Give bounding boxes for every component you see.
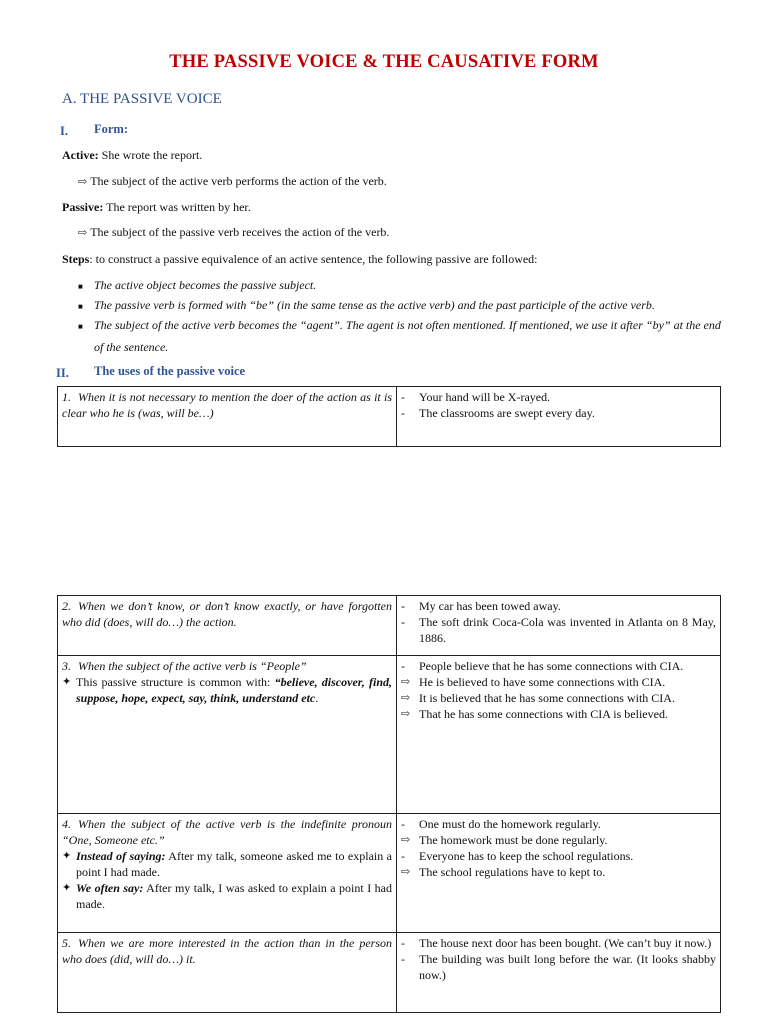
arrow-icon: ⇨ bbox=[401, 692, 411, 704]
form-label: Form: bbox=[94, 122, 129, 136]
use-description bbox=[58, 933, 397, 1013]
arrow-icon: ⇨ bbox=[401, 834, 411, 846]
note-text: After my talk, someone asked me to explain a point I had made. bbox=[76, 849, 392, 879]
note-end: . bbox=[315, 691, 319, 705]
active-sentence: She wrote the report. bbox=[98, 148, 203, 162]
example-item: - The building was built long before the war. (It looks shabby now.) bbox=[401, 952, 716, 982]
star-bullet-icon: ✦ bbox=[62, 850, 72, 862]
step-item bbox=[78, 317, 721, 335]
use-examples bbox=[397, 656, 721, 814]
example-text: People believe that he has some connections with CIA. bbox=[419, 659, 684, 673]
note-text: After my talk, I was asked to explain a point I had made. bbox=[76, 881, 392, 911]
example-text: Everyone has to keep the school regulations. bbox=[419, 849, 634, 863]
arrow-icon: ⇨ bbox=[78, 176, 88, 188]
example-text: My car has been towed away. bbox=[419, 599, 561, 613]
example-item bbox=[401, 864, 716, 880]
example-item: - My car has been towed away. bbox=[401, 598, 716, 614]
use-note bbox=[62, 880, 392, 912]
note-label: Instead of saying: bbox=[76, 849, 166, 863]
arrow-icon: ⇨ bbox=[401, 676, 411, 688]
use-note bbox=[62, 674, 392, 706]
row-number: 2. bbox=[62, 599, 71, 613]
table-row bbox=[58, 933, 721, 1013]
example-item: - The house next door has been bought. (We can’t buy it now.) bbox=[401, 935, 716, 951]
use-text: When the subject of the active verb is “People” bbox=[78, 659, 307, 673]
active-example bbox=[62, 147, 202, 163]
square-bullet-icon: ■ bbox=[78, 282, 83, 291]
steps-intro bbox=[62, 251, 722, 267]
use-description bbox=[58, 596, 397, 656]
uses-heading bbox=[56, 364, 246, 382]
step-text-continued: of the sentence. bbox=[94, 340, 169, 354]
example-item: - Everyone has to keep the school regulations. bbox=[401, 848, 716, 864]
roman-numeral: II. bbox=[56, 366, 69, 380]
example-text: One must do the homework regularly. bbox=[419, 817, 601, 831]
example-text: The school regulations have to kept to. bbox=[419, 865, 606, 879]
example-item bbox=[401, 832, 716, 848]
note-verbs: “believe, discover, find, suppose, hope, expect, say, think, understand etc bbox=[76, 675, 393, 705]
active-note bbox=[78, 173, 387, 190]
table-row bbox=[58, 814, 721, 933]
row-number: 4. bbox=[62, 817, 71, 831]
passive-sentence: The report was written by her. bbox=[103, 200, 251, 214]
example-item: - The soft drink Coca-Cola was invented in Atlanta on 8 May, 1886. bbox=[401, 615, 716, 645]
steps-label: Steps bbox=[62, 252, 90, 266]
arrow-icon: ⇨ bbox=[401, 708, 411, 720]
example-item: - People believe that he has some connections with CIA. bbox=[401, 658, 716, 674]
example-text: The building was built long before the war. (It looks shabby now.) bbox=[419, 952, 716, 982]
row-number: 5. bbox=[62, 936, 71, 950]
table-row bbox=[58, 656, 721, 814]
star-bullet-icon: ✦ bbox=[62, 676, 72, 688]
active-note-text: The subject of the active verb performs the action of the verb. bbox=[90, 174, 387, 188]
use-text: When the subject of the active verb is the indefinite pronoun “One, Someone etc.” bbox=[62, 817, 392, 847]
uses-label: The uses of the passive voice bbox=[94, 364, 246, 378]
example-text: The homework must be done regularly. bbox=[419, 833, 608, 847]
steps-text: : to construct a passive equivalence of an active sentence, the following passive are followed: bbox=[89, 252, 538, 266]
note-label: We often say: bbox=[76, 881, 144, 895]
use-examples bbox=[397, 387, 721, 447]
use-text: When we don’t know, or don’t know exactly, or have forgotten who did (does, will do…) the action. bbox=[62, 599, 392, 629]
passive-note bbox=[78, 224, 389, 241]
example-text: The classrooms are swept every day. bbox=[419, 406, 595, 420]
square-bullet-icon: ■ bbox=[78, 302, 83, 311]
table-row bbox=[58, 596, 721, 656]
passive-label: Passive: bbox=[62, 200, 104, 214]
example-text: The house next door has been bought. (We can’t buy it now.) bbox=[419, 936, 712, 950]
note-text: This passive structure is common with: bbox=[76, 675, 275, 689]
example-text: The soft drink Coca-Cola was invented in Atlanta on 8 May, 1886. bbox=[419, 615, 716, 645]
example-text: He is believed to have some connections with CIA. bbox=[419, 675, 666, 689]
example-text: It is believed that he has some connections with CIA. bbox=[419, 691, 675, 705]
example-item bbox=[401, 690, 716, 706]
example-text: That he has some connections with CIA is believed. bbox=[419, 707, 668, 721]
step-item bbox=[78, 297, 655, 315]
section-heading-passive-voice: A. THE PASSIVE VOICE bbox=[62, 91, 222, 107]
step-text: The subject of the active verb becomes the “agent”. The agent is not often mentioned. If mentioned, we use it after “by” at the end bbox=[94, 318, 721, 332]
use-examples bbox=[397, 596, 721, 656]
square-bullet-icon: ■ bbox=[78, 322, 83, 331]
example-item: - The classrooms are swept every day. bbox=[401, 405, 716, 421]
use-examples bbox=[397, 814, 721, 933]
use-description bbox=[58, 656, 397, 814]
example-item: - Your hand will be X-rayed. bbox=[401, 389, 716, 405]
row-number: 1. bbox=[62, 390, 71, 404]
step-text: The active object becomes the passive subject. bbox=[94, 278, 317, 292]
roman-numeral: I. bbox=[60, 124, 68, 138]
table-row bbox=[58, 387, 721, 447]
example-item: - One must do the homework regularly. bbox=[401, 816, 716, 832]
example-text: Your hand will be X-rayed. bbox=[419, 390, 551, 404]
document-title: THE PASSIVE VOICE & THE CAUSATIVE FORM bbox=[169, 52, 599, 72]
use-text: When we are more interested in the action than in the person who does (did, will do…) it. bbox=[62, 936, 392, 966]
example-item bbox=[401, 706, 716, 722]
active-label: Active: bbox=[62, 148, 99, 162]
passive-example bbox=[62, 199, 251, 215]
step-text: The passive verb is formed with “be” (in the same tense as the active verb) and the past participle of the active verb. bbox=[94, 298, 655, 312]
star-bullet-icon: ✦ bbox=[62, 882, 72, 894]
row-number: 3. bbox=[62, 659, 71, 673]
use-text: When it is not necessary to mention the doer of the action as it is clear who he is (was, will be…) bbox=[62, 390, 392, 420]
form-heading bbox=[60, 122, 129, 140]
use-note bbox=[62, 848, 392, 880]
uses-table-part-2 bbox=[57, 595, 721, 1013]
use-examples bbox=[397, 933, 721, 1013]
use-description bbox=[58, 387, 397, 447]
step-item bbox=[78, 277, 317, 295]
arrow-icon: ⇨ bbox=[401, 866, 411, 878]
use-description bbox=[58, 814, 397, 933]
arrow-icon: ⇨ bbox=[78, 227, 88, 239]
uses-table-part-1 bbox=[57, 386, 721, 447]
example-item bbox=[401, 674, 716, 690]
passive-note-text: The subject of the passive verb receives the action of the verb. bbox=[90, 225, 390, 239]
